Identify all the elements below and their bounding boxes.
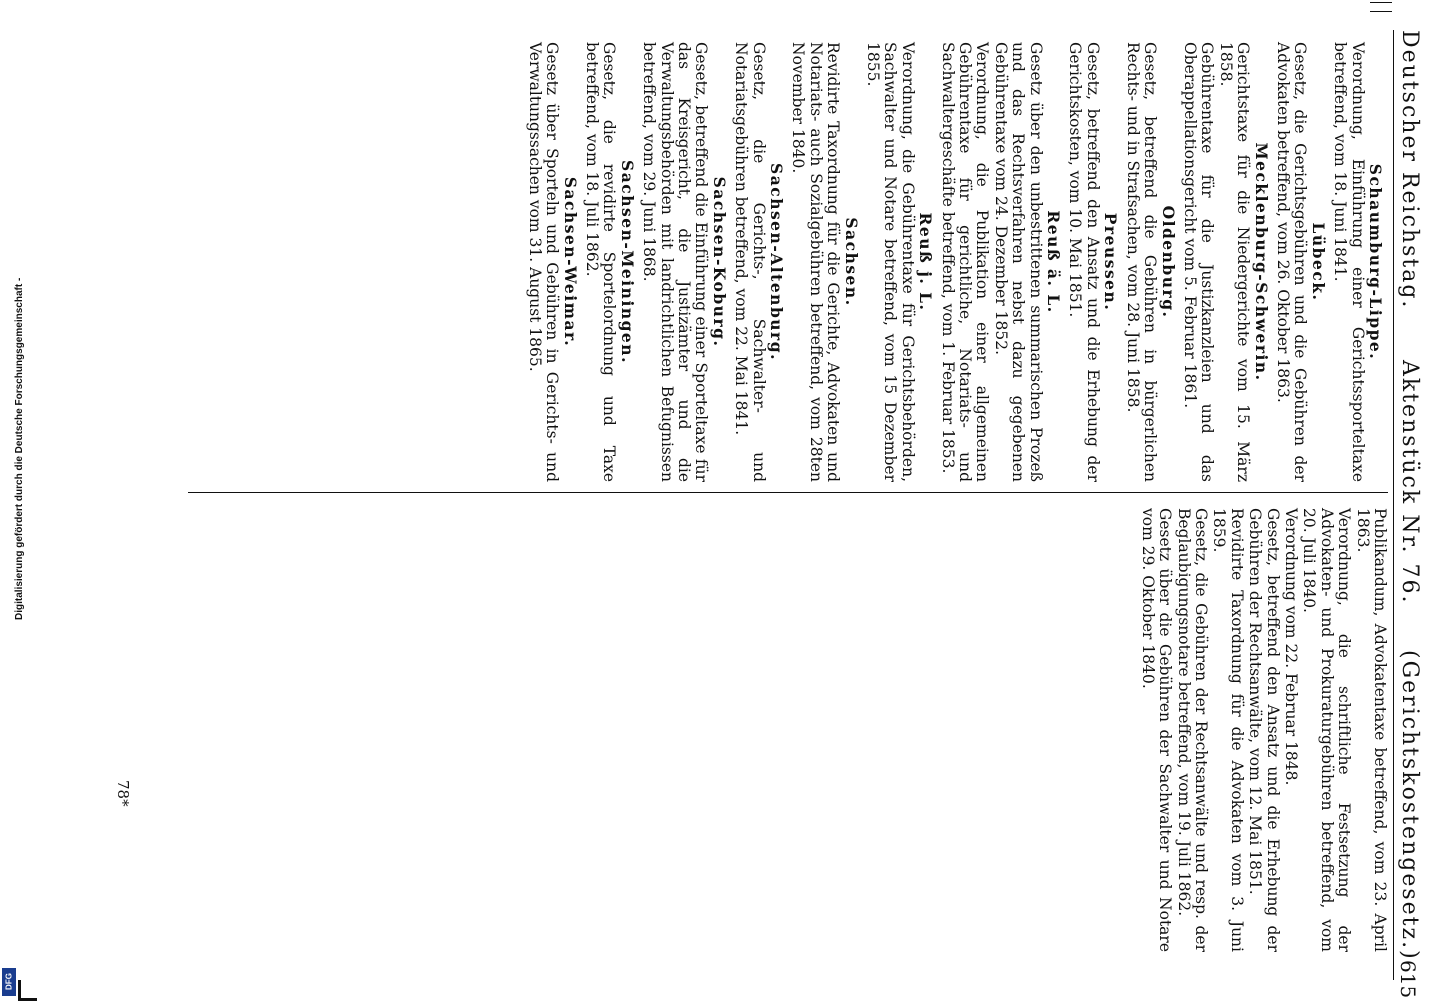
entry-text: Gesetz über den unbestrittenen summarischen Prozeß und das Rechtsverfahren nebst dazu gegebenen Gebührentaxe vom 24. Dezember 1852.	[991, 42, 1045, 482]
left-column	[524, 42, 1388, 482]
entry-text: Gesetz, die Gebühren der Rechtsanwälte und resp. der Beglaubigungsnotare betreffend, vom 19. Juli 1862.	[1174, 508, 1210, 952]
top-marks	[1370, 2, 1392, 12]
header-center: Aktenstück Nr. 76.	[1397, 360, 1422, 605]
page-number: 615	[1396, 960, 1420, 999]
column-divider	[188, 492, 1388, 493]
entry-text: Revidirte Taxordnung für die Advokaten vom 3. Juni 1859.	[1210, 508, 1246, 952]
entry-text: Gebührentaxe für die Justizkanzleien und das Oberappellationsgericht vom 5. Februar 1861.	[1180, 42, 1217, 482]
page-corner-mark	[18, 980, 37, 1001]
section-heading: Schaumburg-Lippe.	[1366, 163, 1385, 361]
section-heading: Sachsen-Weimar.	[560, 176, 580, 348]
header-left: Deutscher Reichstag.	[1397, 30, 1422, 310]
dfg-logo-icon	[2, 968, 16, 996]
header-rule	[1393, 30, 1394, 980]
entry-text: Gesetz, betreffend den Ansatz und die Erhebung der Gebühren der Rechtsanwälte, vom 12. Mai 1851.	[1246, 508, 1282, 952]
section-heading: Oldenburg.	[1158, 205, 1178, 319]
entry-text: Gesetz, die Gerichtsgebühren und die Gebühren der Advokaten betreffend, vom 26. Oktober 1863.	[1273, 42, 1310, 482]
entry-text: Gesetz, die revidirte Sportelordnung und Taxe betreffend, vom 18. Juli 1862.	[582, 42, 619, 482]
entry-text: Verordnung vom 22. Februar 1848.	[1281, 508, 1300, 786]
section-heading: Sachsen-Koburg.	[709, 176, 729, 348]
section-heading: Reuß j. L.	[916, 212, 936, 312]
entry-text: Gesetz über die Gebühren der Sachwalter und Notare vom 29. Oktober 1840.	[1138, 508, 1175, 952]
section-heading: Reuß ä. L.	[1044, 210, 1064, 314]
section-heading: Lübeck.	[1308, 222, 1328, 302]
entry-text: Gesetz, betreffend die Einführung einer Sporteltaxe für das Kreisgericht, die Justizämter und die Verwaltungsbehörden mit landrichtlichen Befugnissen betreffend, vom 29. Juni 1868.	[640, 42, 711, 482]
section-heading: Sachsen-Meiningen.	[617, 160, 637, 364]
entry-text: Verordnung, die Publikation einer allgemeinen Gebührentaxe für gerichtliche, Notariats- und Sachwaltergeschäfte betreffend, vom 1. Februar 1853.	[938, 42, 992, 482]
entry-text: Gerichtstaxe für die Niedergerichte vom 15. März 1858.	[1216, 42, 1253, 482]
entry-text: Verordnung, die Gebührentaxe für Gerichtsbehörden, Sachwalter und Notare betreffend, vom 15 Dezember 1855.	[864, 42, 917, 482]
header-right: (Gerichtskostengesetz.)	[1397, 650, 1422, 961]
section-heading: Sachsen.	[841, 217, 861, 307]
dfg-logo-text: DFG	[4, 973, 14, 990]
section-heading: Preussen.	[1101, 212, 1121, 312]
right-column	[1137, 508, 1388, 952]
section-heading: Sachsen-Altenburg.	[767, 163, 786, 361]
entry-text: Revidirte Taxordnung für die Gerichte, Advokaten und Notariats- auch Sozialgebühren betreffend, vom 28ten November 1840.	[789, 42, 843, 482]
entry-text: Verordnung, Einführung einer Gerichtssporteltaxe betreffend, vom 18. Juni 1841.	[1331, 42, 1367, 482]
entry-text: Gesetz, betreffend die Gebühren in bürgerlichen Rechts- und in Strafsachen, vom 28. Juni 1858.	[1123, 42, 1160, 482]
entry-text: Gesetz, die Gerichts-, Sachwalter- und Notariatsgebühren betreffend, vom 22. Mai 1841.	[732, 42, 768, 482]
entry-text: Gesetz, betreffend den Ansatz und die Erhebung der Gerichtskosten, vom 10. Mai 1851.	[1066, 42, 1102, 482]
entry-text: Verordnung, die schriftliche Festsetzung der Advokaten- und Prokuraturgebühren betreffend, vom 20. Juli 1840.	[1300, 508, 1354, 952]
section-heading: Mecklenburg-Schwerin.	[1251, 142, 1271, 382]
signature-mark: 78*	[114, 780, 132, 807]
credit-text: Digitalisierung gefördert durch die Deutsche Forschungsgemeinschaft -	[14, 277, 25, 620]
entry-text: Gesetz über Sporteln und Gebühren in Gerichts- und Verwaltungssachen vom 31. August 1865.	[525, 42, 562, 482]
entry-text: Publikandum, Advokatentaxe betreffend, vom 23. April 1863.	[1353, 508, 1389, 952]
